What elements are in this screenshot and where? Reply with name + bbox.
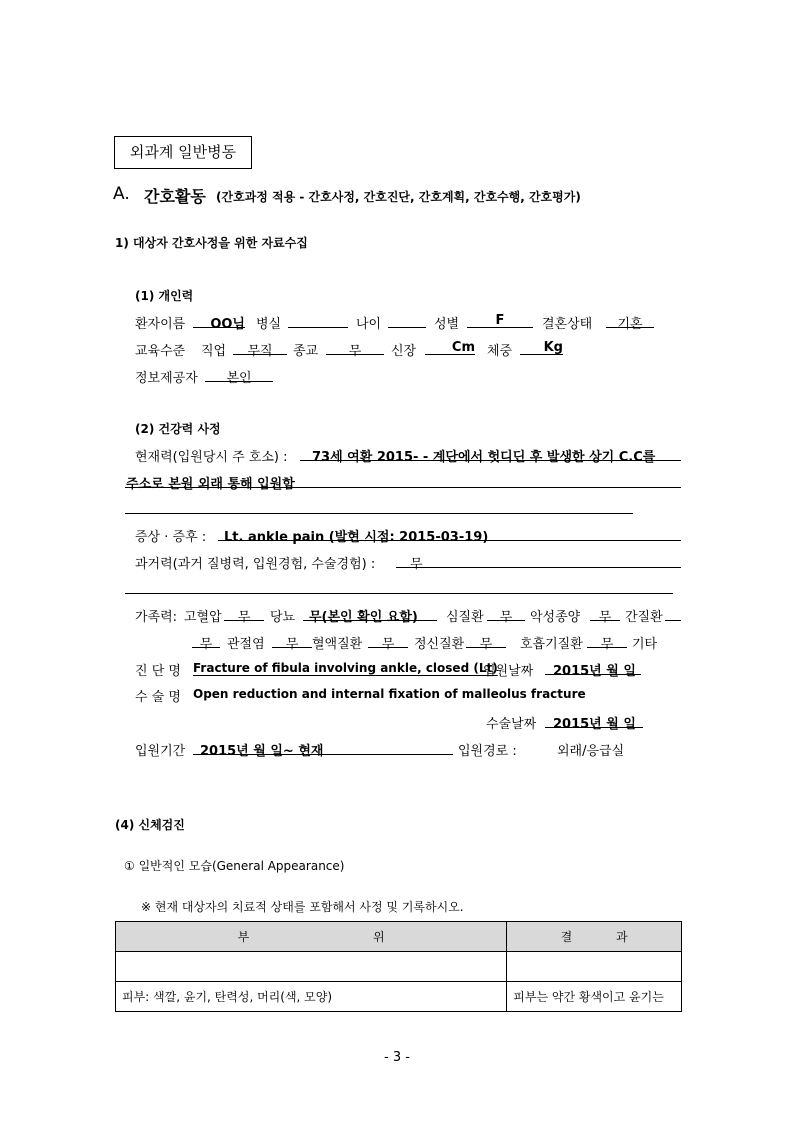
name-label: 환자이름 <box>135 317 186 332</box>
surgery-date-label: 수술날짜 <box>486 717 537 732</box>
blood-label: 혈액질환 <box>312 637 363 652</box>
general-appearance-heading: ① 일반적인 모습(General Appearance) <box>124 859 345 873</box>
height-value: Cm <box>451 340 475 355</box>
table-header-row <box>116 922 682 952</box>
sex-label: 성별 <box>434 317 460 332</box>
route-value: 외래/응급실 <box>557 744 625 759</box>
marital-value: 기혼 <box>617 317 643 332</box>
resp-value: 무 <box>600 637 614 652</box>
present-illness-value-2: 주소로 본원 외래 통해 입원함 <box>126 477 295 492</box>
table-cell[interactable]: 피부: 색깔, 윤기, 탄력성, 머리(색, 모양) <box>116 982 507 1012</box>
heart-label: 심질환 <box>446 610 484 625</box>
mental-label: 정신질환 <box>414 637 465 652</box>
period-label: 입원기간 <box>135 744 186 759</box>
liver-field <box>665 606 681 621</box>
weight-label: 체중 <box>487 344 513 359</box>
assessment-table <box>115 921 682 1012</box>
symptom-label: 증상 · 증후 : <box>135 530 207 545</box>
weight-value: Kg <box>543 340 563 355</box>
religion-value: 무 <box>348 344 362 359</box>
liver-value: 무 <box>199 637 213 652</box>
page-number: - 3 - <box>384 1050 410 1065</box>
tumor-label: 악성종양 <box>530 610 581 625</box>
age-field <box>388 313 426 328</box>
table-cell[interactable]: 피부는 약간 황색이고 윤기는 <box>507 982 682 1012</box>
room-label: 병실 <box>256 317 282 332</box>
tumor-value: 무 <box>598 610 612 625</box>
dm-label: 당뇨 <box>270 610 296 625</box>
table-cell[interactable] <box>507 952 682 982</box>
htn-value: 무 <box>237 610 251 625</box>
table-header-cell: 부 위 <box>116 922 507 952</box>
liver-label: 간질환 <box>625 610 663 625</box>
informant-label: 정보제공자 <box>135 371 198 386</box>
past-history-value: 무 <box>410 557 423 572</box>
table-row <box>116 982 682 1012</box>
section-a-letter: A. <box>113 184 130 204</box>
job-label: 직업 <box>201 344 227 359</box>
past-history-label: 과거력(과거 질병력, 입원경험, 수술경험) : <box>135 557 376 572</box>
joint-value: 무 <box>285 637 299 652</box>
family-history-label: 가족력: <box>135 610 178 625</box>
sex-value: F <box>495 313 505 328</box>
admission-date-value: 2015년 월 일 <box>553 664 636 679</box>
marital-label: 결혼상태 <box>542 317 593 332</box>
surgery-value: Open reduction and internal fixation of malleolus fracture <box>193 687 586 701</box>
instruction-note: ※ 현재 대상자의 치료적 상태를 포함해서 사정 및 기록하시오. <box>141 900 464 914</box>
present-illness-label: 현재력(입원당시 주 호소) : <box>135 450 288 465</box>
data-collection-heading: 1) 대상자 간호사정을 위한 자료수집 <box>115 236 308 250</box>
health-history-heading: (2) 건강력 사정 <box>135 422 221 436</box>
etc-label: 기타 <box>632 637 658 652</box>
religion-label: 종교 <box>293 344 319 359</box>
period-value: 2015년 월 일~ 현재 <box>200 744 324 759</box>
blank-line <box>125 513 633 514</box>
surgery-date-value: 2015년 월 일 <box>553 717 636 732</box>
physical-exam-heading: (4) 신체검진 <box>115 818 185 832</box>
joint-label: 관절염 <box>227 637 265 652</box>
personal-history-heading: (1) 개인력 <box>135 289 194 303</box>
dm-value: 무(본인 확인 요함) <box>309 610 418 625</box>
mental-value: 무 <box>479 637 493 652</box>
surgery-label: 수 술 명 <box>135 690 181 705</box>
diagnosis-value: Fracture of fibula involving ankle, closed (Lt) <box>193 661 498 675</box>
room-field <box>288 313 348 328</box>
section-a-title: 간호활동 <box>144 187 206 206</box>
blank-line <box>125 593 673 594</box>
htn-label: 고혈압 <box>184 610 222 625</box>
heart-value: 무 <box>499 610 513 625</box>
blood-value: 무 <box>381 637 395 652</box>
diagnosis-label: 진 단 명 <box>135 664 181 679</box>
resp-label: 호흡기질환 <box>520 637 583 652</box>
symptom-value: Lt. ankle pain (발현 시점: 2015-03-19) <box>224 530 489 545</box>
section-title-box: 외과계 일반병동 <box>114 136 252 169</box>
admission-date-label: 입원날짜 <box>483 664 534 679</box>
informant-value: 본인 <box>226 371 252 386</box>
job-value: 무직 <box>247 344 273 359</box>
present-illness-value-1: 73세 여환 2015- - 계단에서 헛디딘 후 발생한 상기 C.C를 <box>312 450 656 465</box>
table-header-cell: 결 과 <box>507 922 682 952</box>
route-label: 입원경로 : <box>458 744 517 759</box>
table-cell[interactable] <box>116 952 507 982</box>
past-history-field <box>396 553 681 568</box>
name-value: OO님 <box>210 317 245 332</box>
section-a-subtitle: (간호과정 적용 - 간호사정, 간호진단, 간호계획, 간호수행, 간호평가) <box>216 190 581 204</box>
age-label: 나이 <box>356 317 382 332</box>
table-row <box>116 952 682 982</box>
height-label: 신장 <box>391 344 417 359</box>
education-label: 교육수준 <box>135 344 186 359</box>
